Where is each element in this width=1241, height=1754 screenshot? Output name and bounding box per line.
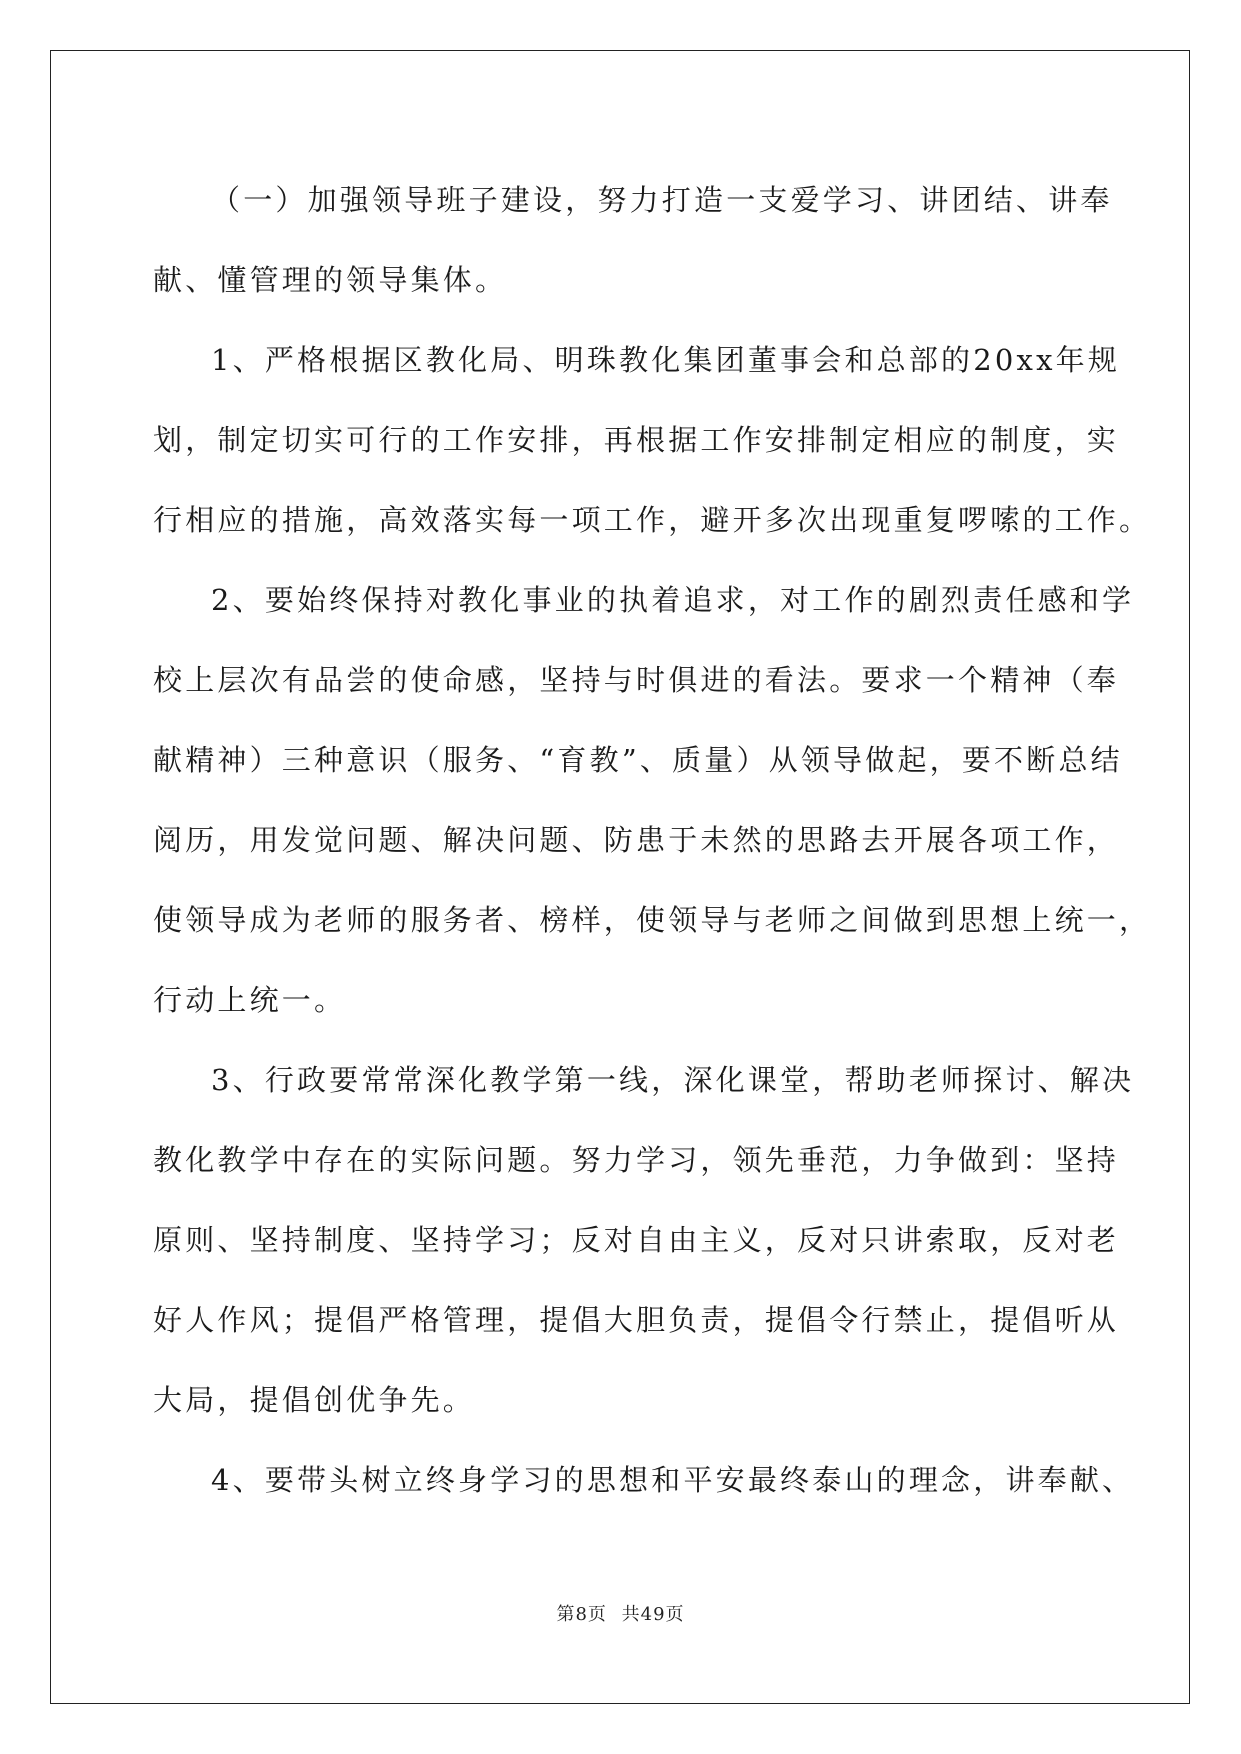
text-line: 1、严格根据区教化局、明珠教化集团董事会和总部的20xx年规 [211,343,1121,377]
text-line: 教化教学中存在的实际问题。努力学习，领先垂范，力争做到：坚持 [153,1143,1120,1177]
text-line: 使领导成为老师的服务者、榜样，使领导与老师之间做到思想上统一， [153,903,1152,937]
text-line: 好人作风；提倡严格管理，提倡大胆负责，提倡令行禁止，提倡听从 [153,1303,1120,1337]
text-line: 大局，提倡创优争先。 [153,1383,476,1417]
document-body [153,160,1152,1520]
paragraph-2 [153,320,1152,560]
text-line: 献精神）三种意识（服务、“育教”、质量）从领导做起，要不断总结 [153,743,1123,777]
text-line: 3、行政要常常深化教学第一线，深化课堂，帮助老师探讨、解决 [211,1063,1135,1097]
text-line: 校上层次有品尝的使命感，坚持与时俱进的看法。要求一个精神（奉 [153,663,1120,697]
paragraph-1 [153,160,1113,320]
text-line: 4、要带头树立终身学习的思想和平安最终泰山的理念，讲奉献、 [211,1463,1135,1497]
paragraph-5 [153,1440,1135,1520]
total-page-count: 共49页 [621,1604,685,1625]
text-line: 原则、坚持制度、坚持学习；反对自由主义，反对只讲索取，反对老 [153,1223,1120,1257]
text-line: 行相应的措施，高效落实每一项工作，避开多次出现重复啰嗦的工作。 [153,503,1152,537]
text-line: （一）加强领导班子建设，努力打造一支爱学习、讲团结、讲奉 [211,183,1113,217]
text-line: 阅历，用发觉问题、解决问题、防患于未然的思路去开展各项工作， [153,823,1120,857]
current-page-number: 第8页 [556,1604,607,1625]
paragraph-4 [153,1040,1135,1440]
text-line: 2、要始终保持对教化事业的执着追求，对工作的剧烈责任感和学 [211,583,1135,617]
paragraph-3 [153,560,1152,1040]
page-footer [0,1600,1241,1626]
text-line: 行动上统一。 [153,983,347,1017]
text-line: 划，制定切实可行的工作安排，再根据工作安排制定相应的制度，实 [153,423,1120,457]
text-line: 献、懂管理的领导集体。 [153,263,508,297]
